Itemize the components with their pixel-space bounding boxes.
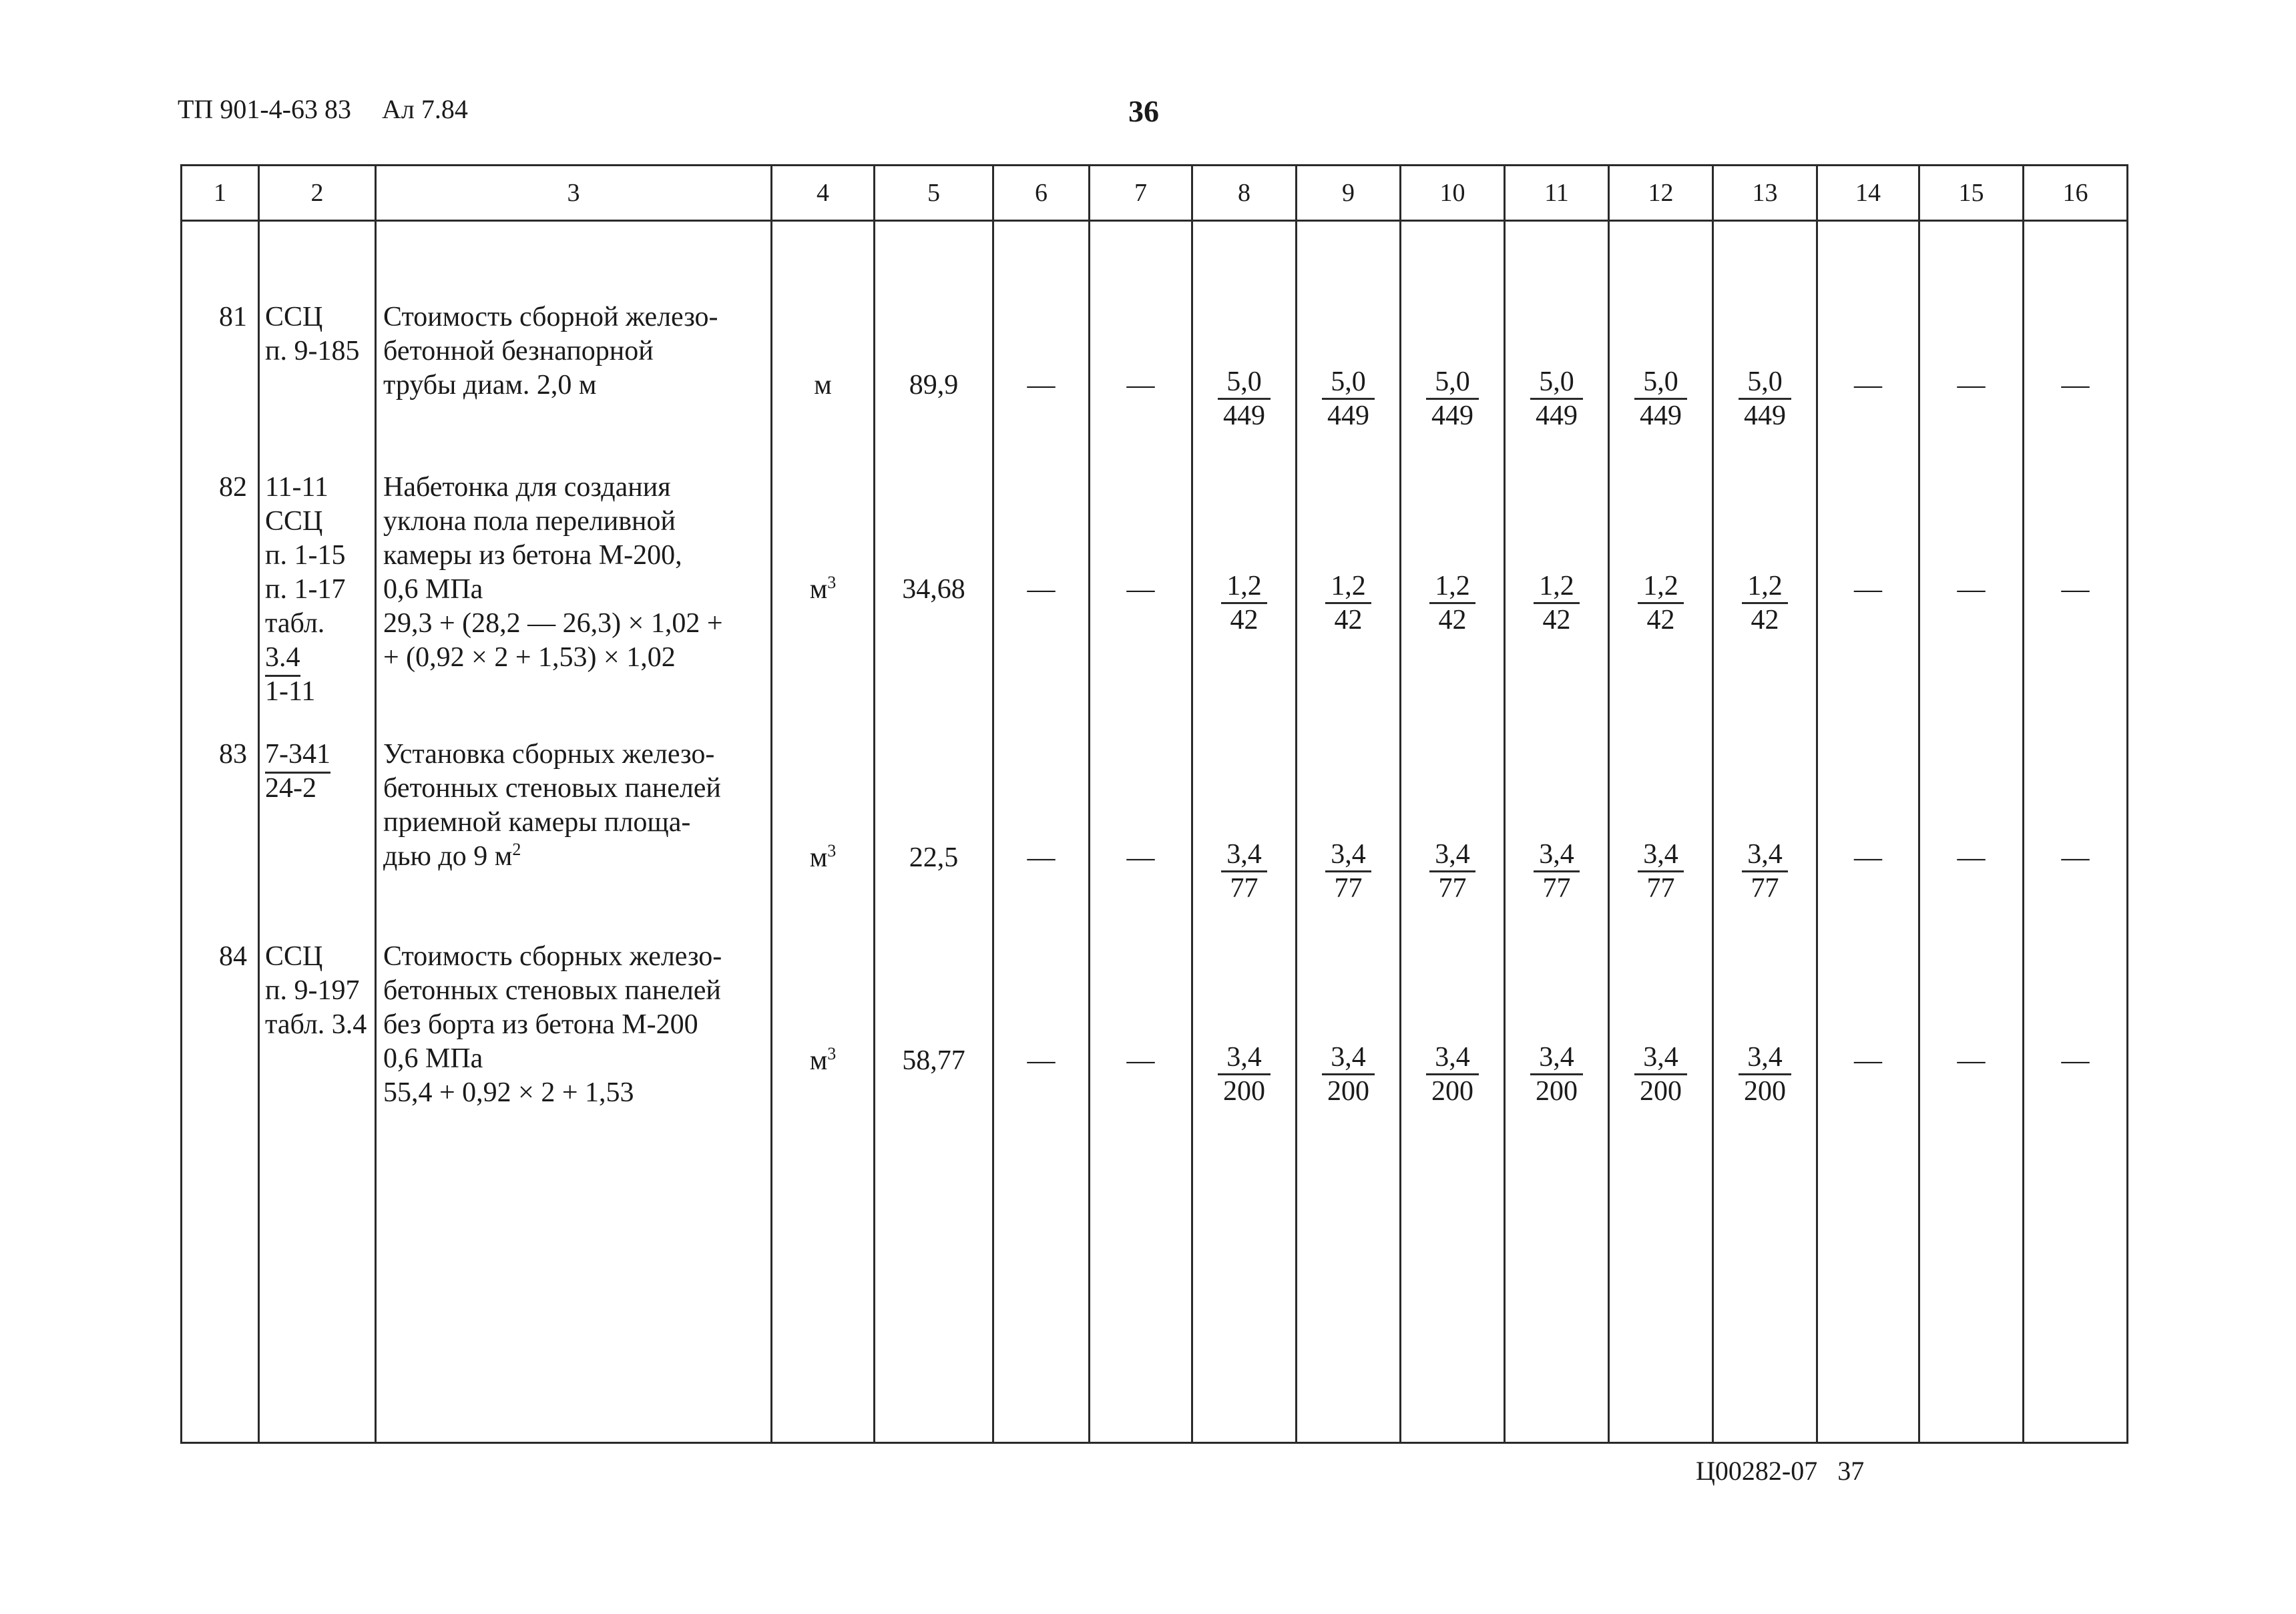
footer-doc-code: Ц00282-07: [1696, 1456, 1818, 1486]
rate-fraction: [1193, 366, 1295, 433]
fraction-denominator: 77: [1751, 873, 1779, 904]
fraction: [1534, 570, 1580, 636]
fraction-denominator: 449: [1744, 400, 1786, 431]
fraction-denominator: 77: [1646, 873, 1675, 904]
fraction: [1429, 838, 1475, 904]
fraction: [1322, 366, 1375, 432]
fraction-denominator: 449: [1223, 400, 1265, 431]
reference-line: ССЦ: [265, 506, 323, 537]
description-line: 29,3 + (28,2 — 26,3) × 1,02 +: [383, 608, 723, 639]
reference-line: 1-11: [265, 676, 316, 707]
fraction-numerator: 5,0: [1322, 366, 1375, 400]
column-number-row: [182, 166, 2128, 221]
fraction: [1221, 838, 1267, 904]
rate-fraction: [1506, 838, 1608, 906]
fraction-numerator: 3,4: [1221, 838, 1267, 872]
fraction-numerator: 3,4: [1429, 838, 1475, 872]
rate-fraction: [1506, 1041, 1608, 1109]
estimate-table: [180, 164, 2128, 1444]
dash-value: —: [2061, 574, 2090, 605]
fraction-denominator: 200: [1744, 1076, 1786, 1107]
rate-fraction: [1297, 838, 1399, 906]
col-header-9: 9: [1297, 166, 1401, 221]
col-header-6: 6: [993, 166, 1090, 221]
rate-fraction: [1610, 838, 1712, 906]
description-line: бетонных стеновых панелей: [383, 773, 721, 804]
quantity: 89,9: [909, 370, 959, 400]
description-line: 0,6 МПа: [383, 1043, 483, 1074]
unit: $м^3$: [809, 573, 837, 605]
fraction: [1325, 838, 1371, 904]
description-line: Установка сборных железо-: [383, 739, 715, 770]
reference-line: п. 1-15: [265, 540, 346, 571]
col-12: [1609, 221, 1713, 1443]
album-code: Ал 7.84: [381, 94, 468, 124]
fraction-denominator: 77: [1334, 873, 1363, 904]
col-6: [993, 221, 1090, 1443]
fraction-denominator: 449: [1327, 400, 1369, 431]
dash-value: —: [1126, 842, 1155, 873]
dash-value: —: [2061, 1045, 2090, 1076]
fraction-denominator: 42: [1542, 605, 1571, 635]
dash-value: —: [1854, 1045, 1882, 1076]
col-16: [2024, 221, 2128, 1443]
fraction: [1742, 838, 1788, 904]
row-number: 83: [219, 739, 247, 770]
fraction-numerator: 3,4: [1218, 1041, 1271, 1075]
description-line: Стоимость сборных железо-: [383, 941, 722, 972]
reference-line: 24-2: [265, 773, 316, 804]
reference-fraction-top: 7-341: [265, 738, 330, 774]
dash-value: —: [1126, 1045, 1155, 1076]
col-9: [1297, 221, 1401, 1443]
fraction: [1638, 838, 1684, 904]
fraction: [1530, 366, 1583, 432]
fraction: [1638, 570, 1684, 636]
fraction-denominator: 42: [1230, 605, 1258, 635]
fraction: [1221, 570, 1267, 636]
fraction-numerator: 3,4: [1742, 838, 1788, 872]
fraction: [1322, 1041, 1375, 1107]
fraction-denominator: 77: [1542, 873, 1571, 904]
dash-value: —: [1027, 1045, 1056, 1076]
description-line: камеры из бетона М-200,: [383, 540, 682, 571]
table-body-row: [182, 221, 2128, 1443]
rate-fraction: [1401, 570, 1504, 637]
description-line: трубы диам. 2,0 м: [383, 370, 597, 400]
rate-fraction: [1610, 1041, 1712, 1109]
col-header-13: 13: [1713, 166, 1817, 221]
col-number: [182, 221, 259, 1443]
fraction: [1742, 570, 1788, 636]
col-header-11: 11: [1505, 166, 1609, 221]
col-7: [1090, 221, 1192, 1443]
fraction-numerator: 1,2: [1325, 570, 1371, 604]
fraction-numerator: 5,0: [1739, 366, 1791, 400]
col-header-10: 10: [1401, 166, 1505, 221]
description-line: бетонной безнапорной: [383, 336, 654, 366]
quantity: 58,77: [902, 1045, 965, 1076]
rate-fraction: [1297, 366, 1399, 433]
fraction: [1426, 366, 1479, 432]
reference-line: ССЦ: [265, 302, 323, 332]
dash-value: —: [1957, 574, 1986, 605]
fraction-numerator: 3,4: [1426, 1041, 1479, 1075]
description-line: без борта из бетона М-200: [383, 1009, 698, 1040]
col-unit: [772, 221, 875, 1443]
col-8: [1192, 221, 1297, 1443]
page-number: 36: [1128, 94, 1159, 128]
fraction-denominator: 42: [1334, 605, 1363, 635]
description-line: уклона пола переливной: [383, 506, 676, 537]
unit: $м^3$: [809, 841, 837, 873]
fraction-numerator: 1,2: [1638, 570, 1684, 604]
dash-value: —: [1854, 370, 1882, 400]
fraction: [1218, 1041, 1271, 1107]
rate-fraction: [1506, 570, 1608, 637]
col-header-7: 7: [1090, 166, 1192, 221]
col-header-3: 3: [376, 166, 772, 221]
col-header-4: 4: [772, 166, 875, 221]
col-header-1: 1: [182, 166, 259, 221]
fraction-numerator: 1,2: [1221, 570, 1267, 604]
rate-fraction: [1714, 570, 1816, 637]
rate-fraction: [1401, 366, 1504, 433]
dash-value: —: [1027, 370, 1056, 400]
quantity: 34,68: [902, 574, 965, 605]
rate-fraction: [1193, 1041, 1295, 1109]
rate-fraction: [1714, 366, 1816, 433]
fraction-numerator: 3,4: [1634, 1041, 1687, 1075]
col-11: [1505, 221, 1609, 1443]
description-line: + (0,92 × 2 + 1,53) × 1,02: [383, 642, 676, 673]
col-10: [1401, 221, 1505, 1443]
fraction-denominator: 42: [1646, 605, 1675, 635]
description-line: бетонных стеновых панелей: [383, 975, 721, 1006]
fraction: [1634, 366, 1687, 432]
rate-fraction: [1506, 366, 1608, 433]
unit-superscript: 3: [827, 573, 837, 592]
unit: $м^3$: [809, 1044, 837, 1076]
fraction: [1426, 1041, 1479, 1107]
col-reference: [259, 221, 376, 1443]
fraction-numerator: 1,2: [1534, 570, 1580, 604]
reference-line: 11-11: [265, 472, 328, 503]
fraction-numerator: 3,4: [1322, 1041, 1375, 1075]
description-line: 55,4 + 0,92 × 2 + 1,53: [383, 1077, 634, 1108]
fraction-denominator: 449: [1536, 400, 1578, 431]
fraction-denominator: 449: [1431, 400, 1473, 431]
col-header-2: 2: [259, 166, 376, 221]
reference-line: табл. 3.4: [265, 1009, 367, 1040]
fraction-denominator: 200: [1536, 1076, 1578, 1107]
description-line: дью до 9 $м^2$: [383, 840, 521, 872]
doc-code-text: ТП 901-4-63 83: [178, 94, 351, 124]
dash-value: —: [1854, 842, 1882, 873]
col-header-12: 12: [1609, 166, 1713, 221]
fraction: [1534, 838, 1580, 904]
fraction-numerator: 3,4: [1638, 838, 1684, 872]
reference-line: п. 9-185: [265, 336, 360, 366]
col-header-14: 14: [1817, 166, 1919, 221]
dash-value: —: [1126, 370, 1155, 400]
rate-fraction: [1610, 366, 1712, 433]
fraction-numerator: 3,4: [1534, 838, 1580, 872]
col-13: [1713, 221, 1817, 1443]
footer-code: [1696, 1455, 1864, 1487]
fraction: [1325, 570, 1371, 636]
row-number: 81: [219, 302, 247, 332]
col-header-16: 16: [2024, 166, 2128, 221]
fraction: [1739, 366, 1791, 432]
fraction-numerator: 3,4: [1530, 1041, 1583, 1075]
dash-value: —: [1957, 842, 1986, 873]
document-code: [178, 93, 468, 125]
rate-fraction: [1297, 1041, 1399, 1109]
dash-value: —: [1126, 574, 1155, 605]
description-line: Набетонка для создания: [383, 472, 671, 503]
reference-line: [260, 738, 375, 774]
fraction-denominator: 200: [1640, 1076, 1682, 1107]
rate-fraction: [1193, 838, 1295, 906]
fraction-numerator: 3,4: [1325, 838, 1371, 872]
fraction-denominator: 77: [1230, 873, 1258, 904]
fraction-numerator: 5,0: [1218, 366, 1271, 400]
reference-line: ССЦ: [265, 941, 323, 972]
dash-value: —: [1957, 1045, 1986, 1076]
dash-value: —: [1027, 574, 1056, 605]
reference-line: п. 1-17: [265, 574, 346, 605]
dash-value: —: [2061, 842, 2090, 873]
superscript: 2: [512, 840, 521, 859]
rate-fraction: [1610, 570, 1712, 637]
fraction-denominator: 449: [1640, 400, 1682, 431]
col-14: [1817, 221, 1919, 1443]
reference-line: п. 9-197: [265, 975, 360, 1006]
reference-line: табл.: [265, 608, 325, 639]
reference-line: [260, 641, 375, 677]
fraction: [1429, 570, 1475, 636]
col-header-8: 8: [1192, 166, 1297, 221]
reference-fraction-top: 3.4: [265, 641, 300, 677]
rate-fraction: [1401, 838, 1504, 906]
fraction-denominator: 77: [1438, 873, 1467, 904]
footer-page: 37: [1837, 1456, 1865, 1486]
col-header-5: 5: [875, 166, 993, 221]
dash-value: —: [1957, 370, 1986, 400]
fraction: [1218, 366, 1271, 432]
fraction-denominator: 200: [1327, 1076, 1369, 1107]
unit-superscript: 3: [827, 841, 837, 860]
description-line: приемной камеры площа-: [383, 807, 691, 838]
fraction-denominator: 200: [1431, 1076, 1473, 1107]
fraction: [1634, 1041, 1687, 1107]
dash-value: —: [1854, 574, 1882, 605]
rate-fraction: [1297, 570, 1399, 637]
fraction-numerator: 5,0: [1530, 366, 1583, 400]
fraction: [1530, 1041, 1583, 1107]
rate-fraction: [1714, 838, 1816, 906]
description-line: Стоимость сборной железо-: [383, 302, 718, 332]
description-line: 0,6 МПа: [383, 574, 483, 605]
fraction-denominator: 42: [1438, 605, 1467, 635]
fraction-numerator: 3,4: [1739, 1041, 1791, 1075]
fraction-numerator: 5,0: [1426, 366, 1479, 400]
quantity: 22,5: [909, 842, 959, 873]
unit-superscript: 3: [827, 1044, 837, 1063]
col-description: [376, 221, 772, 1443]
col-quantity: [875, 221, 993, 1443]
row-number: 84: [219, 941, 247, 972]
row-number: 82: [219, 472, 247, 503]
dash-value: —: [2061, 370, 2090, 400]
unit: м: [814, 370, 832, 400]
col-header-15: 15: [1919, 166, 2024, 221]
fraction-numerator: 1,2: [1742, 570, 1788, 604]
rate-fraction: [1714, 1041, 1816, 1109]
fraction-denominator: 200: [1223, 1076, 1265, 1107]
fraction-numerator: 1,2: [1429, 570, 1475, 604]
fraction: [1739, 1041, 1791, 1107]
col-15: [1919, 221, 2024, 1443]
dash-value: —: [1027, 842, 1056, 873]
rate-fraction: [1193, 570, 1295, 637]
rate-fraction: [1401, 1041, 1504, 1109]
fraction-numerator: 5,0: [1634, 366, 1687, 400]
fraction-denominator: 42: [1751, 605, 1779, 635]
